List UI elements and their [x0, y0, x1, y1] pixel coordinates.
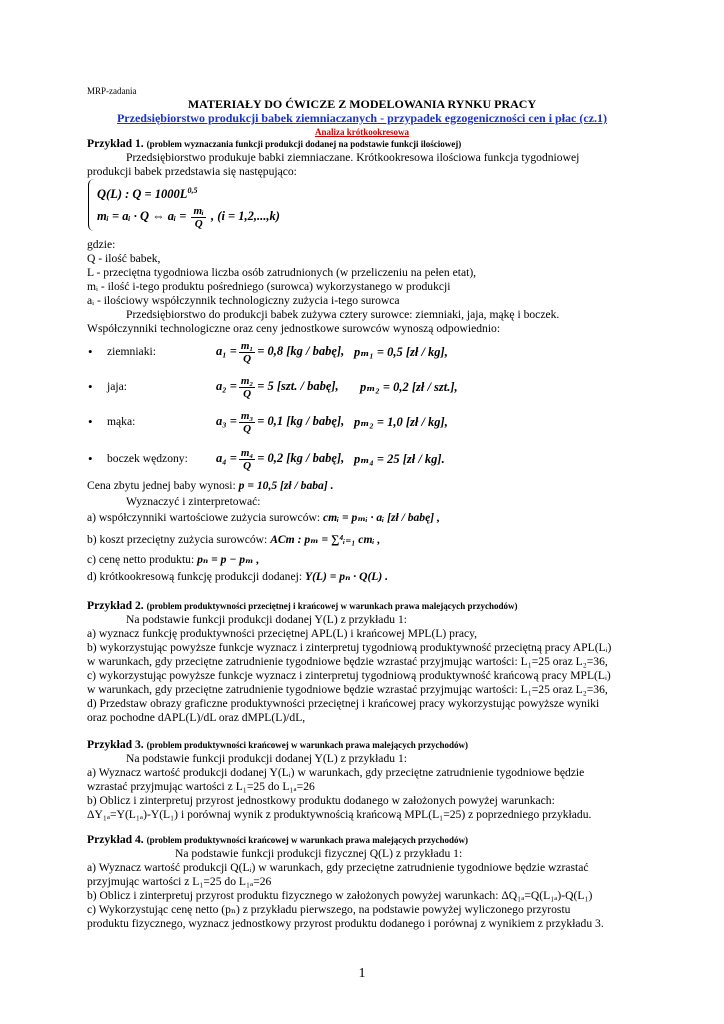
eq2-fraction — [191, 205, 205, 230]
definitions-intro: gdzie: — [87, 238, 116, 251]
ex3-heading — [87, 738, 468, 752]
task-a-equation: cmᵢ = pₘᵢ · aᵢ [zł / babę] , — [323, 511, 440, 524]
ex2-line7: d) Przedstaw obrazy graficzne produktywności przeciętnej i krańcowej pracy wykorzystując powyższe wyniki — [87, 697, 600, 710]
frac-num: m₄ — [240, 446, 254, 459]
frac-num: m₁ — [240, 339, 254, 352]
frac-den: Q — [243, 422, 252, 435]
ex3-line3: wzrastać przyjmując wartości z L₁=25 do L₁ₐ=26 — [87, 780, 315, 793]
eq2-numerator: mᵢ — [193, 204, 204, 217]
ex1-para4: Współczynniki technologiczne oraz ceny jednostkowe surowców wynoszą odpowiednio: — [87, 322, 501, 335]
price-line — [87, 479, 334, 493]
ex4-line3: przyjmując wartości z L₁=25 do L₁ₐ=26 — [87, 875, 272, 888]
bullet-icon: • — [88, 414, 93, 429]
coef-fraction — [239, 340, 255, 365]
ingredient-name: mąka: — [107, 415, 136, 428]
ex1-para1: Przedsiębiorstwo produkuje babki ziemniaczane. Krótkookresowa ilościowa funkcja tygodniowej — [126, 151, 580, 164]
coef-value: = 0,8 [kg / babę], — [257, 344, 345, 358]
ex4-heading — [87, 833, 468, 847]
ex4-note: (problem produktywności krańcowej w warunkach prawa malejących przychodów) — [146, 835, 469, 845]
coef-label: a₂ = — [216, 379, 237, 393]
task-a-text: a) współczynniki wartościowe zużycia surowców: — [87, 511, 321, 524]
coef-value: = 5 [szt. / babę], — [257, 379, 339, 393]
system-brace — [88, 179, 95, 231]
coef-value: = 0,2 [kg / babę], — [257, 451, 345, 465]
ex2-line3: b) wykorzystując powyższe funkcje wyznacz i zinterpretuj tygodniową produktywność przeciętną pracy APL(Lᵢ) — [87, 641, 612, 654]
frac-den: Q — [243, 387, 252, 400]
ex2-line8: oraz pochodne dAPL(L)/dL oraz dMPL(L)/dL, — [87, 711, 306, 724]
doc-title: MATERIAŁY DO ĆWICZE Z MODELOWANIA RYNKU PRACY — [187, 97, 537, 111]
task-c-text: c) cenę netto produktu: — [87, 553, 195, 566]
section-label[interactable]: Analiza krótkookresowa — [314, 127, 410, 137]
ex3-line2: a) Wyznacz wartość produkcji dodanej Y(Lᵢ) w warunkach, gdy przeciętne zatrudnienie tygodniowe będzie — [87, 766, 585, 779]
task-a — [87, 511, 440, 525]
frac-den: Q — [243, 352, 252, 365]
task-intro: Wyznaczyć i zinterpretować: — [126, 495, 261, 508]
ex2-line5: c) wykorzystując powyższe funkcje wyznacz i zinterpretuj tygodniową produktywność krańcową pracy MPL(Lᵢ) — [87, 669, 611, 682]
ex3-line5: ΔY₁ₐ=Y(L₁ₐ)-Y(L₁) i porównaj wynik z produktywnością krańcową MPL(L₁=25) z poprzedniego przykładu. — [87, 808, 592, 821]
ex4-line5: c) Wykorzystując cenę netto (pₙ) z przykładu pierwszego, na podstawie powyżej wyliczonego przyrostu — [87, 903, 571, 916]
ex4-line2: a) Wyznacz wartość produkcji Q(Lᵢ) w warunkach, gdy przeciętne zatrudnienie tygodniowe będzie wzrastać — [87, 861, 589, 874]
frac-num: m₂ — [240, 374, 254, 387]
task-b-equation: ACm : pₘ = ∑⁴ᵢ₌₁ cmᵢ , — [270, 533, 381, 546]
coef-label: a₁ = — [216, 344, 237, 358]
bullet-icon: • — [88, 344, 93, 359]
coef-fraction — [239, 375, 255, 400]
task-d — [87, 570, 388, 584]
ingredient-price: pₘ₄ = 25 [zł / kg]. — [354, 452, 445, 466]
ex1-note: (problem wyznaczania funkcji produkcji dodanej na podstawie funkcji ilościowej) — [146, 139, 462, 149]
ingredient-formula — [216, 337, 344, 365]
ingredient-price: pₘ₂ = 1,0 [zł / kg], — [354, 415, 448, 429]
ex4-title: Przykład 4. — [87, 833, 144, 846]
ex2-line2: a) wyznacz funkcję produktywności przeciętnej APL(L) i krańcowej MPL(L) pracy, — [87, 627, 478, 640]
coef-value: = 0,1 [kg / babę], — [257, 414, 345, 428]
bullet-icon: • — [88, 451, 93, 466]
coef-label: a₃ = — [216, 414, 237, 428]
eq2-denominator: Q — [194, 217, 203, 230]
page-number: 1 — [358, 966, 366, 981]
ex4-line6: produktu fizycznego, wyznacz jednostkowy przyrost produktu dodanego i porównaj z wynikiem z przykładu 3. — [87, 917, 604, 930]
ingredient-name: boczek wędzony: — [107, 452, 188, 465]
ingredient-formula — [216, 372, 339, 400]
ex3-line4: b) Oblicz i zinterpretuj przyrost jednostkowy produktu dodanego w założonych powyżej warunkach: — [87, 794, 555, 807]
task-c — [87, 553, 259, 567]
def-m: mᵢ - ilość i-tego produktu pośredniego (surowca) wykorzystanego w produkcji — [87, 280, 451, 293]
equation-coefficient — [97, 203, 280, 230]
price-equation: p = 10,5 [zł / baba] . — [238, 479, 334, 492]
task-b — [87, 533, 380, 547]
ex3-title: Przykład 3. — [87, 738, 144, 751]
bullet-icon: • — [88, 379, 93, 394]
doc-subtitle[interactable]: Przedsiębiorstwo produkcji babek ziemniaczanych - przypadek egzogeniczności cen i płac (cz.1) — [116, 111, 608, 125]
ex2-note: (problem produktywności przeciętnej i krańcowej w warunkach prawa malejących przychodów) — [146, 601, 518, 611]
ingredient-price: pₘ₂ = 0,2 [zł / szt.], — [360, 380, 458, 394]
frac-num: m₃ — [240, 409, 254, 422]
eq1-exponent: 0,5 — [187, 186, 198, 195]
coef-fraction — [239, 447, 255, 472]
equation-production — [97, 184, 197, 201]
ex2-line1: Na podstawie funkcji produkcji dodanej Y(L) z przykładu 1: — [126, 613, 407, 626]
ingredient-price: pₘ₁ = 0,5 [zł / kg], — [354, 345, 448, 359]
ingredient-formula — [216, 444, 344, 472]
ex1-title: Przykład 1. — [87, 137, 144, 150]
ingredient-formula — [216, 407, 344, 435]
ingredient-name: ziemniaki: — [107, 345, 156, 358]
def-q: Q - ilość babek, — [87, 252, 161, 265]
ex2-title: Przykład 2. — [87, 599, 144, 612]
ex1-heading — [87, 137, 461, 151]
task-b-text: b) koszt przeciętny zużycia surowców: — [87, 533, 268, 546]
ex2-heading — [87, 599, 517, 613]
ex4-line1: Na podstawie funkcji produkcji fizycznej Q(L) z przykładu 1: — [175, 847, 463, 860]
doc-code: MRP-zadania — [87, 86, 137, 96]
ex1-para2: produkcji babek przedstawia się następująco: — [87, 165, 297, 178]
ex3-note: (problem produktywności krańcowej w warunkach prawa malejących przychodów) — [146, 740, 469, 750]
ex2-line6: w warunkach, gdy przeciętne zatrudnienie tygodniowe będzie wzrastać przyjmując wartości: L₁=25 oraz L₂=36, — [87, 683, 608, 696]
ingredient-name: jaja: — [107, 380, 127, 393]
eq2-left: mᵢ = aᵢ · Q ⇔ aᵢ = — [97, 209, 187, 223]
def-l: L - przeciętna tygodniowa liczba osób zatrudnionych (w przeliczeniu na pełen etat), — [87, 266, 477, 279]
eq1-text: Q(L) : Q = 1000L — [97, 187, 188, 202]
coef-fraction — [239, 410, 255, 435]
def-a: aᵢ - ilościowy współczynnik technologiczny zużycia i-tego surowca — [87, 294, 400, 307]
frac-den: Q — [243, 459, 252, 472]
task-d-equation: Y(L) = pₙ · Q(L) . — [304, 570, 389, 583]
task-c-equation: pₙ = p − pₘ , — [197, 553, 260, 566]
ex4-line4: b) Oblicz i zinterpretuj przyrost produktu fizycznego w założonych powyżej warunkach: ΔQ₁ₐ=Q(L₁ₐ)-Q(L₁) — [87, 889, 593, 902]
task-d-text: d) krótkookresową funkcję produkcji dodanej: — [87, 570, 303, 583]
coef-label: a₄ = — [216, 451, 237, 465]
price-label: Cena zbytu jednej baby wynosi: — [87, 479, 236, 492]
eq2-right: , (i = 1,2,...,k) — [211, 209, 280, 223]
ex3-line1: Na podstawie funkcji produkcji dodanej Y(L) z przykładu 1: — [126, 752, 407, 765]
ex2-line4: w warunkach, gdy przeciętne zatrudnienie tygodniowe będzie wzrastać przyjmując wartości: L₁=25 oraz L₂=36, — [87, 655, 608, 668]
ex1-para3: Przedsiębiorstwo do produkcji babek zużywa cztery surowce: ziemniaki, jaja, mąkę i boczek. — [126, 308, 560, 321]
